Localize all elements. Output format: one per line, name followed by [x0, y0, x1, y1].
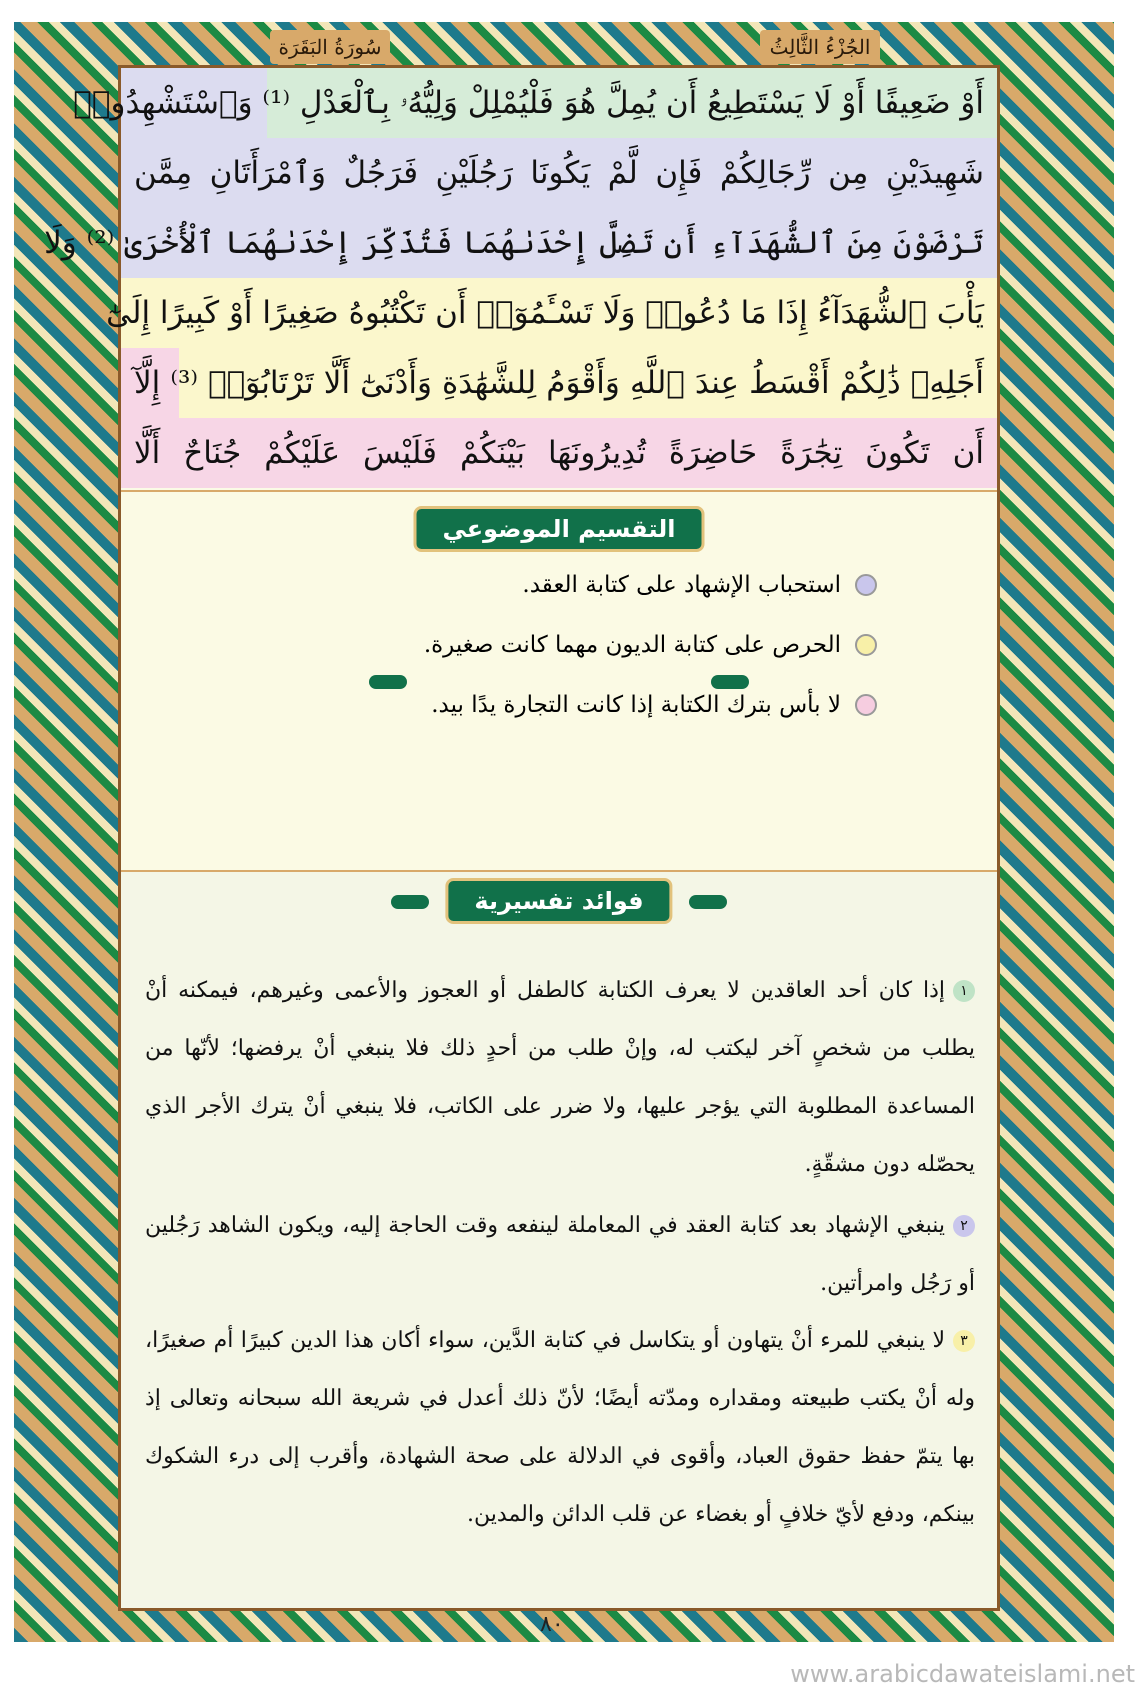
- verse-line: شَهِيدَيْنِ مِن رِّجَالِكُمْ فَإِن لَّمْ يَكُونَا رَجُلَيْنِ فَرَجُلٌ وَٱمْرَأَتَانِ مِمَّن: [134, 155, 984, 191]
- item-text: لا ينبغي للمرء أنْ يتهاون أو يتكاسل في كتابة الدَّين، سواء أكان هذا الدين كبيرًا أم صغيرًا، وله أنْ يكتب طبيعته ومقداره ومدّته أيضًا؛ لأنّ ذلك أعدل في شريعة الله سبحانه وتعالى إذ بها يتمّ حفظ حقوق العباد، وأقوى في الدلالة على صحة الشهادة، وأقرب إلى درء الشكوك بينكم، ودفع لأيّ خلافٍ أو بغضاء عن قلب الدائن والمدين.: [145, 1328, 976, 1527]
- item-text: استحباب الإشهاد على كتابة العقد.: [522, 572, 841, 598]
- section-topical-division: [121, 490, 997, 872]
- surah-name: سُورَةُ البَقَرَة: [270, 30, 390, 64]
- ornament-icon: [689, 895, 727, 909]
- juz-name: الجُزْءُ الثَّالِثُ: [760, 30, 880, 64]
- verse-line: تَرْضَوْنَ مِنَ ٱلشُّهَدَآءِ أَن تَضِلَّ إِحْدَىٰهُمَا فَتُذَكِّرَ إِحْدَىٰهُمَا ٱلْأُخْرَىٰ ⁽²⁾ وَلَا: [44, 225, 984, 261]
- section-title: التقسيم الموضوعي: [414, 506, 705, 552]
- verse-line: أَجَلِهِۦ ذَٰلِكُمْ أَقْسَطُ عِندَ ٱللَّهِ وَأَقْوَمُ لِلشَّهَٰدَةِ وَأَدْنَىٰٓ أَلَّا تَرْتَابُوٓا۟ ⁽³⁾ إِلَّآ: [134, 365, 984, 401]
- verse-line: أَن تَكُونَ تِجَٰرَةً حَاضِرَةً تُدِيرُونَهَا بَيْنَكُمْ فَلَيْسَ عَلَيْكُمْ جُنَاحٌ أَلَّا: [134, 435, 984, 471]
- number-badge: ١: [953, 980, 975, 1002]
- benefit-item: [145, 1312, 975, 1544]
- list-item: [522, 572, 877, 598]
- list-item: [424, 632, 877, 658]
- benefit-item: [145, 1197, 975, 1313]
- bullet-icon: [855, 574, 877, 596]
- ornament-icon: [369, 675, 407, 689]
- section-exegetical-benefits: [121, 870, 997, 1608]
- verse-line: يَأْبَ ٱلشُّهَدَآءُ إِذَا مَا دُعُوا۟ وَلَا تَسْـَٔمُوٓا۟ أَن تَكْتُبُوهُ صَغِيرًا أَوْ كَبِيرًا إِلَىٰٓ: [106, 295, 984, 331]
- bullet-icon: [855, 694, 877, 716]
- ornament-icon: [711, 675, 749, 689]
- benefit-item: [145, 962, 975, 1194]
- ornament-icon: [391, 895, 429, 909]
- item-text: الحرص على كتابة الديون مهما كانت صغيرة.: [423, 632, 841, 658]
- number-badge: ٢: [953, 1215, 975, 1237]
- item-text: لا بأس بترك الكتابة إذا كانت التجارة يدًا بيد.: [431, 692, 841, 718]
- list-item: [431, 692, 877, 718]
- section-title: فوائد تفسيرية: [445, 878, 672, 924]
- verse-line: أَوْ ضَعِيفًا أَوْ لَا يَسْتَطِيعُ أَن يُمِلَّ هُوَ فَلْيُمْلِلْ وَلِيُّهُۥ بِٱلْعَدْلِ ⁽¹⁾ وَٱسْتَشْهِدُوا۟: [73, 85, 984, 121]
- bullet-icon: [855, 634, 877, 656]
- page-number: ٨٠: [540, 1612, 564, 1637]
- content-area: [44, 65, 1000, 1611]
- item-text: إذا كان أحد العاقدين لا يعرف الكتابة كالطفل أو العجوز والأعمى وغيرهم، فيمكنه أنْ يطلب من شخصٍ آخر ليكتب له، وإنْ طلب من أحدٍ ذلك فلا ينبغي أنْ يرفضها؛ لأنّها من المساعدة المطلوبة التي يؤجر عليها، ولا ضرر على الكاتب، فلا ينبغي أنْ يترك الأجر الذي يحصّله دون مشقّةٍ.: [145, 978, 975, 1177]
- item-text: ينبغي الإشهاد بعد كتابة العقد في المعاملة لينفعه وقت الحاجة إليه، ويكون الشاهد رَجُلين أو رَجُل وامرأتين.: [145, 1213, 975, 1296]
- number-badge: ٣: [953, 1330, 975, 1352]
- watermark: www.arabicdawateislami.net: [790, 1660, 1135, 1688]
